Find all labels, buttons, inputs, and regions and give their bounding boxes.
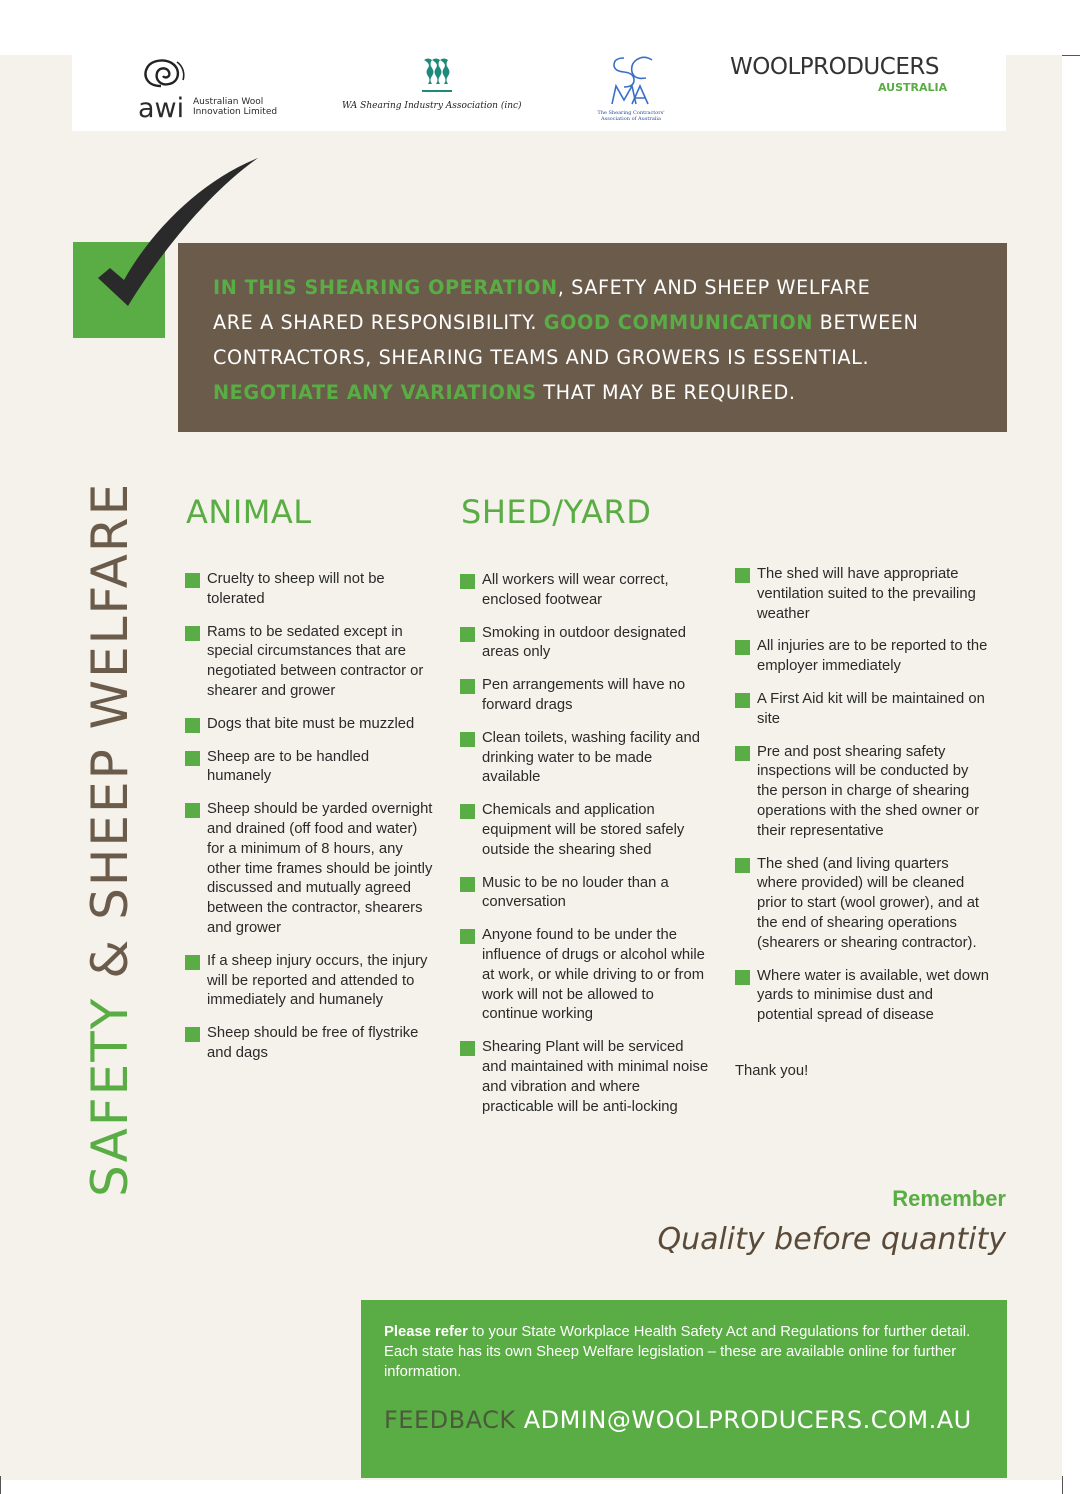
list-item [735, 855, 993, 954]
intro-part: THAT MAY BE REQUIRED. [536, 381, 796, 404]
feedback-label: FEEDBACK [384, 1406, 524, 1434]
intro-part: BETWEEN [812, 311, 919, 334]
bullet-square [460, 877, 475, 892]
side-title-rest: & SHEEP WELFARE [81, 481, 139, 997]
list-item [185, 748, 435, 788]
list-item-text: If a sheep injury occurs, the injury will be reported and attended to immediately and humanely [207, 952, 428, 1009]
bullet-square [185, 1027, 200, 1042]
footer-lead: Please refer [384, 1324, 468, 1340]
intro-part: NEGOTIATE ANY VARIATIONS [213, 381, 537, 404]
list-item [460, 676, 710, 716]
list-item-text: Pre and post shearing safety inspections will be conducted by the person in charge of shearing operations with the shed owner or their representative [757, 743, 980, 839]
list-item-text: The shed will have appropriate ventilation suited to the prevailing weather [757, 566, 976, 622]
list-item [735, 690, 993, 730]
list-item [460, 729, 710, 788]
list-item [185, 952, 435, 1011]
list-item-text: Clean toilets, washing facility and drinking water to be made available [482, 729, 700, 786]
shed-list [460, 571, 710, 1130]
footer-body: to your State Workplace Health Safety Act and Regulations for further detail. Each state has its own Sheep Welfare legislation – these are available online for further information. [384, 1324, 971, 1380]
list-item-text: All injuries are to be reported to the employer immediately [757, 638, 988, 675]
crop-mark [1062, 55, 1080, 56]
bullet-square [460, 679, 475, 694]
list-item-text: The shed (and living quarters where provided) will be cleaned prior to start (wool grower), and at the end of shearing operations (shearers or shearing contractor). [757, 855, 980, 951]
bullet-square [460, 627, 475, 642]
bullet-square [185, 955, 200, 970]
bullet-square [460, 804, 475, 819]
intro-part: , SAFETY AND SHEEP WELFARE [557, 276, 871, 299]
bullet-square [185, 803, 200, 818]
intro-text [213, 270, 993, 410]
side-title [81, 481, 139, 1197]
list-item [735, 967, 993, 1026]
list-item-text: Chemicals and application equipment will be stored safely outside the shearing shed [482, 802, 685, 858]
footer-text [384, 1323, 984, 1382]
bullet-square [460, 1041, 475, 1056]
crop-mark [0, 1476, 1, 1494]
list-item [735, 637, 993, 677]
list-item-text: A First Aid kit will be maintained on site [757, 690, 985, 727]
list-item [185, 570, 435, 610]
bullet-square [735, 970, 750, 985]
heading-shed-yard: SHED/YARD [461, 493, 652, 531]
list-item [185, 623, 435, 702]
bullet-square [735, 640, 750, 655]
scaa-logo-icon [604, 54, 656, 108]
list-item [460, 874, 710, 914]
list-item-text: Cruelty to sheep will not be tolerated [207, 571, 385, 607]
list-item [735, 743, 993, 842]
bullet-square [735, 693, 750, 708]
animal-list [185, 570, 435, 1077]
feedback-line [384, 1406, 972, 1434]
intro-part: IN THIS SHEARING OPERATION [213, 276, 558, 299]
list-item [185, 800, 435, 939]
list-item [185, 715, 435, 735]
bullet-square [460, 732, 475, 747]
list-item [185, 1024, 435, 1064]
woolproducers-logo-sub: AUSTRALIA [878, 81, 948, 94]
wasia-sheep-icon [420, 56, 456, 98]
list-item-text: Anyone found to be under the influence of drugs or alcohol while at work, or while driving to or from work will not be allowed to continue working [482, 927, 705, 1023]
bullet-square [185, 718, 200, 733]
list-item [460, 801, 710, 860]
intro-part: GOOD COMMUNICATION [543, 311, 813, 334]
list-item [460, 926, 710, 1025]
intro-part: CONTRACTORS, SHEARING TEAMS AND GROWERS IS ESSENTIAL. [213, 346, 870, 369]
scaa-logo-name: The Shearing Contractors' Association of Australia [597, 110, 665, 122]
bullet-square [735, 568, 750, 583]
bullet-square [735, 858, 750, 873]
list-item-text: Where water is available, wet down yards to minimise dust and potential spread of disease [757, 967, 989, 1024]
list-item [735, 565, 993, 624]
awi-logo-name: Australian Wool Innovation Limited [193, 97, 278, 117]
list-item-text: Music to be no louder than a conversation [482, 874, 669, 911]
bullet-square [460, 574, 475, 589]
list-item-text: Smoking in outdoor designated areas only [482, 624, 687, 661]
bullet-square [735, 746, 750, 761]
remember-label: Remember [892, 1186, 1006, 1211]
list-item-text: Rams to be sedated except in special circumstances that are negotiated between contractor or shearer and grower [207, 623, 424, 699]
shed-list-continued [735, 565, 993, 1039]
list-item-text: Pen arrangements will have no forward drags [482, 677, 686, 713]
thank-you-text: Thank you! [735, 1063, 809, 1079]
list-item [460, 571, 710, 611]
list-item [460, 624, 710, 664]
side-title-safety: SAFETY [81, 996, 139, 1197]
wasia-logo-name: WA Shearing Industry Association (inc) [342, 101, 522, 111]
bullet-square [185, 751, 200, 766]
list-item-text: Shearing Plant will be serviced and maintained with minimal noise and vibration and where practicable will be anti-locking [482, 1039, 709, 1115]
list-item-text: Sheep are to be handled humanely [207, 748, 370, 785]
bullet-square [185, 573, 200, 588]
intro-part: ARE A SHARED RESPONSIBILITY. [213, 311, 544, 334]
list-item-text: Sheep should be free of flystrike and dags [207, 1025, 419, 1061]
awi-swirl-icon [137, 56, 187, 92]
heading-animal: ANIMAL [186, 493, 312, 531]
list-item-text: All workers will wear correct, enclosed footwear [482, 572, 669, 608]
awi-logo-mark: awi [138, 93, 185, 124]
motto-text: Quality before quantity [657, 1222, 1006, 1257]
woolproducers-logo-name: WOOLPRODUCERS [730, 54, 939, 80]
list-item-text: Sheep should be yarded overnight and drained (off food and water) for a minimum of 8 hours, any other time frames should be jointly discussed and mutually agreed between the contractor, shearers and grower [207, 801, 433, 936]
list-item-text: Dogs that bite must be muzzled [207, 715, 415, 732]
feedback-email-link[interactable]: ADMIN@WOOLPRODUCERS.COM.AU [523, 1406, 972, 1434]
list-item [460, 1038, 710, 1117]
crop-mark [1062, 1476, 1063, 1494]
bullet-square [185, 626, 200, 641]
bullet-square [460, 929, 475, 944]
